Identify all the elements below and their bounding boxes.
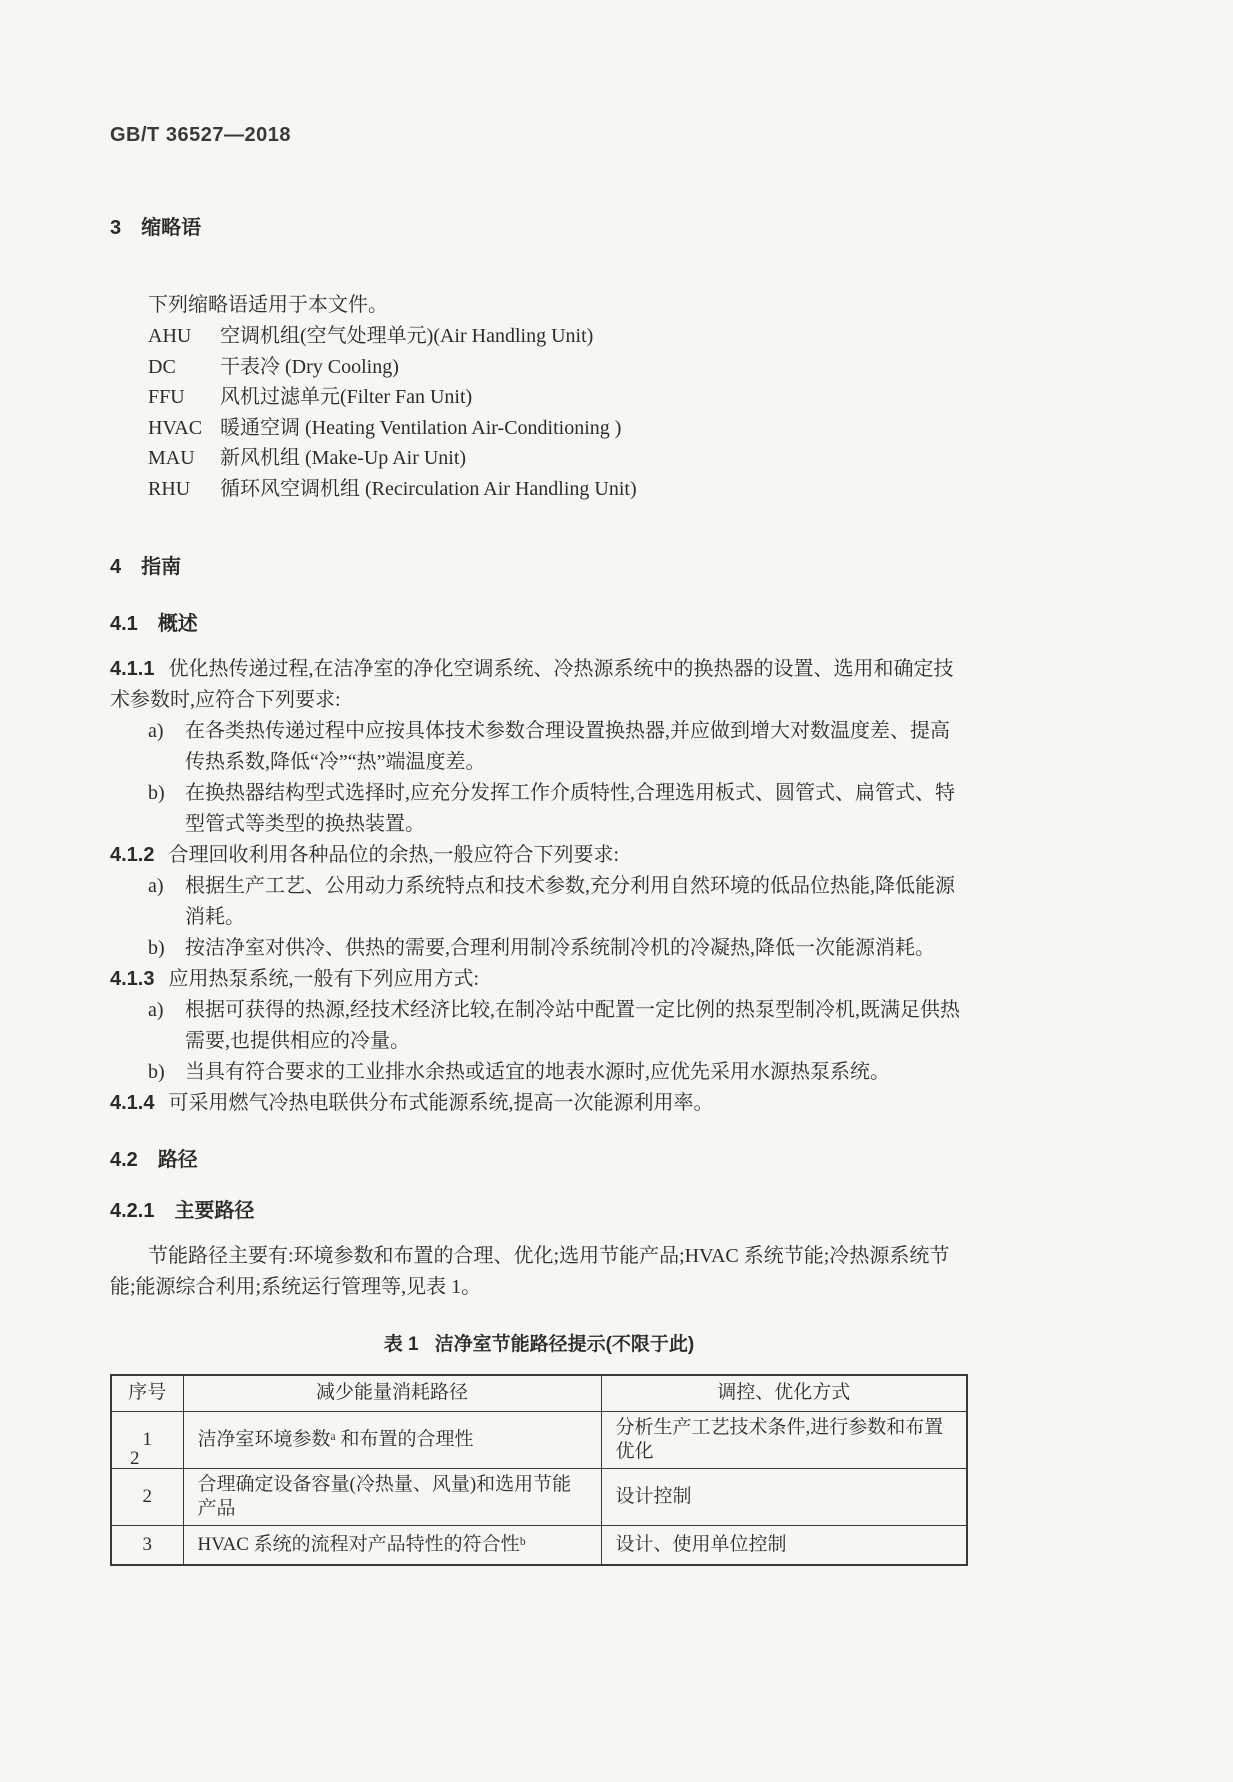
clause-text: 可采用燃气冷热电联供分布式能源系统,提高一次能源利用率。 (168, 1092, 714, 1114)
section-4-number: 4 (110, 556, 122, 578)
section-4-2-1-heading (110, 1196, 968, 1227)
list-text: 当具有符合要求的工业排水余热或适宜的地表水源时,应优先采用水源热泵系统。 (185, 1061, 890, 1083)
section-4-2-title: 路径 (157, 1149, 198, 1171)
list-label: a) (148, 999, 164, 1021)
list-label: a) (148, 720, 164, 742)
table-row (111, 1468, 967, 1525)
section-4-title: 指南 (141, 556, 182, 578)
clause-4-1-1 (110, 654, 968, 716)
section-4-1-heading (110, 609, 968, 640)
cell-control: 分析生产工艺技术条件,进行参数和布置优化 (601, 1411, 967, 1468)
cell-path: 洁净室环境参数ᵃ 和布置的合理性 (183, 1411, 601, 1468)
clause-4-1-3-item-a (110, 995, 968, 1057)
document-page (110, 120, 968, 1566)
abbr-code: HVAC (148, 416, 203, 439)
abbr-definition: 循环风空调机组 (Recirculation Air Handling Unit) (220, 477, 637, 500)
table-caption-label: 表 1 (383, 1334, 419, 1355)
table-row (111, 1411, 967, 1468)
abbreviation-list (110, 321, 968, 504)
abbr-intro: 下列缩略语适用于本文件。 (148, 294, 388, 316)
list-label: b) (148, 782, 165, 804)
abbreviation-item (110, 443, 968, 474)
list-label: a) (148, 875, 164, 897)
table-caption-title: 洁净室节能路径提示(不限于此) (434, 1334, 695, 1355)
list-text: 按洁净室对供冷、供热的需要,合理利用制冷系统制冷机的冷凝热,降低一次能源消耗。 (185, 937, 935, 959)
clause-4-1-3-item-b (110, 1057, 968, 1088)
abbr-code: MAU (148, 447, 195, 469)
clause-text: 合理回收利用各种品位的余热,一般应符合下列要求: (168, 844, 620, 866)
list-text: 在各类热传递过程中应按具体技术参数合理设置换热器,并应做到增大对数温度差、提高传热系数,降低“冷”“热”端温度差。 (185, 720, 950, 773)
abbreviation-item (110, 474, 968, 505)
page-number: 2 (130, 1448, 140, 1469)
paragraph-4-2-1: 节能路径主要有:环境参数和布置的合理、优化;选用节能产品;HVAC 系统节能;冷热源系统节能;能源综合利用;系统运行管理等,见表 1。 (110, 1245, 950, 1298)
clause-4-1-4 (110, 1088, 968, 1119)
abbreviation-item (110, 352, 968, 383)
cell-index: 1 (111, 1411, 183, 1468)
list-text: 根据可获得的热源,经技术经济比较,在制冷站中配置一定比例的热泵型制冷机,既满足供热需要,也提供相应的冷量。 (185, 999, 960, 1052)
clause-4-1-2 (110, 840, 968, 871)
section-4-heading (110, 552, 968, 583)
clause-number: 4.1.2 (110, 844, 155, 866)
section-4-2-number: 4.2 (110, 1149, 138, 1171)
table-1-caption (110, 1329, 968, 1360)
cell-control: 设计、使用单位控制 (601, 1525, 967, 1565)
abbr-definition: 风机过滤单元(Filter Fan Unit) (220, 386, 473, 408)
clause-number: 4.1.4 (110, 1092, 155, 1114)
abbr-code: RHU (148, 477, 191, 500)
clause-4-1-2-item-b (110, 933, 968, 964)
column-header-index: 序号 (111, 1375, 183, 1411)
cell-path: HVAC 系统的流程对产品特性的符合性ᵇ (183, 1525, 601, 1565)
energy-saving-path-table (110, 1374, 968, 1566)
section-4-1-number: 4.1 (110, 613, 138, 635)
abbreviation-item (110, 413, 968, 444)
section-4-1-title: 概述 (157, 613, 198, 635)
standard-number: GB/T 36527—2018 (110, 124, 291, 146)
clause-number: 4.1.1 (110, 658, 155, 680)
cell-index: 2 (111, 1468, 183, 1525)
clause-4-1-2-item-a (110, 871, 968, 933)
clause-4-1-3 (110, 964, 968, 995)
list-text: 在换热器结构型式选择时,应充分发挥工作介质特性,合理选用板式、圆管式、扁管式、特型管式等类型的换热装置。 (185, 782, 955, 835)
section-3-number: 3 (110, 217, 122, 239)
clause-number: 4.1.3 (110, 968, 155, 990)
cell-index: 3 (111, 1525, 183, 1565)
abbr-code: DC (148, 355, 176, 378)
column-header-control: 调控、优化方式 (601, 1375, 967, 1411)
clause-4-1-1-item-a (110, 716, 968, 778)
table-row (111, 1525, 967, 1565)
section-4-2-1-number: 4.2.1 (110, 1200, 155, 1222)
abbr-definition: 干表冷 (Dry Cooling) (220, 355, 399, 378)
abbr-definition: 新风机组 (Make-Up Air Unit) (220, 447, 467, 469)
clause-text: 应用热泵系统,一般有下列应用方式: (168, 968, 480, 990)
abbr-definition: 空调机组(空气处理单元)(Air Handling Unit) (220, 325, 594, 347)
abbreviation-item (110, 321, 968, 352)
table-header-row (111, 1375, 967, 1411)
list-text: 根据生产工艺、公用动力系统特点和技术参数,充分利用自然环境的低品位热能,降低能源消耗。 (185, 875, 955, 928)
list-label: b) (148, 1061, 165, 1083)
clause-4-1-1-item-b (110, 778, 968, 840)
abbr-definition: 暖通空调 (Heating Ventilation Air-Conditioning ) (220, 416, 622, 439)
list-label: b) (148, 937, 165, 959)
cell-path: 合理确定设备容量(冷热量、风量)和选用节能产品 (183, 1468, 601, 1525)
section-4-2-heading (110, 1145, 968, 1176)
abbreviation-item (110, 382, 968, 413)
column-header-path: 减少能量消耗路径 (183, 1375, 601, 1411)
section-3-title: 缩略语 (141, 217, 202, 239)
abbr-code: AHU (148, 325, 192, 347)
section-4-2-1-title: 主要路径 (174, 1200, 255, 1222)
cell-control: 设计控制 (601, 1468, 967, 1525)
clause-text: 优化热传递过程,在洁净室的净化空调系统、冷热源系统中的换热器的设置、选用和确定技术参数时,应符合下列要求: (110, 658, 954, 711)
section-3-heading (110, 213, 968, 244)
abbr-code: FFU (148, 386, 185, 408)
